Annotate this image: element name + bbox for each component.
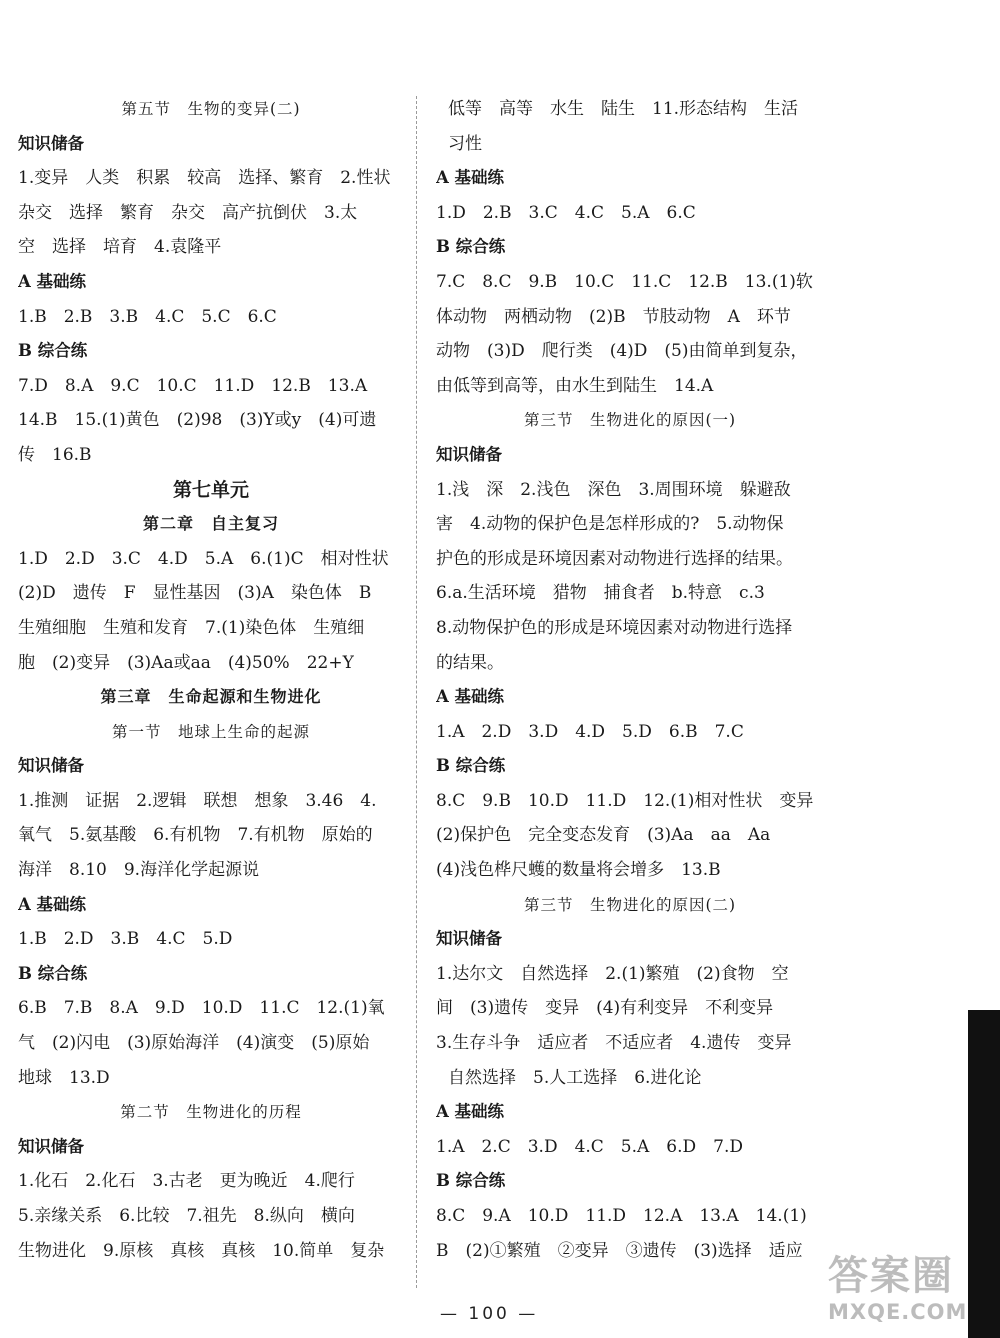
answer-line: 1.达尔文 自然选择 2.(1)繁殖 (2)食物 空 [436,963,789,984]
answer-line: 1.A 2.D 3.D 4.D 5.D 6.B 7.C [436,721,744,742]
subsection-label: 知识储备 [436,929,502,949]
answer-line: 5.亲缘关系 6.比较 7.祖先 8.纵向 横向 [18,1206,355,1226]
answer-line: 气 (2)闪电 (3)原始海洋 (4)演变 (5)原始 [18,1033,370,1054]
answer-line: (2)D 遗传 F 显性基因 (3)A 染色体 B [18,583,372,604]
answer-line: 1.浅 深 2.浅色 深色 3.周围环境 躲避敌 [436,479,791,500]
answer-line: 1.B 2.D 3.B 4.C 5.D [18,929,233,950]
section-heading: 第三节 生物进化的原因(二) [523,895,737,914]
watermark [824,1236,1000,1338]
column-divider [416,96,417,1288]
subsection-label: B 综合练 [436,756,506,776]
answer-line: 14.B 15.(1)黄色 (2)98 (3)Y或y (4)可遗 [18,410,377,431]
answer-line: 习性 [448,133,482,154]
answer-line: 的结果。 [436,652,504,673]
answer-line: 1.B 2.B 3.B 4.C 5.C 6.C [18,306,277,327]
answer-line: (2)保护色 完全变态发育 (3)Aa aa Aa [436,825,771,846]
answer-line: 体动物 两栖动物 (2)B 节肢动物 A 环节 [436,306,791,327]
answer-line: 8.动物保护色的形成是环境因素对动物进行选择 [436,617,793,638]
subsection-label: B 综合练 [436,1171,506,1191]
page-number: — 100 — [440,1304,539,1324]
answer-line: 氧气 5.氨基酸 6.有机物 7.有机物 原始的 [18,825,373,846]
subsection-label: B 综合练 [18,963,88,983]
left-column [18,92,404,1268]
answer-line: 6.B 7.B 8.A 9.D 10.D 11.C 12.(1)氧 [18,998,385,1019]
answer-line: 1.推测 证据 2.逻辑 联想 想象 3.46 4. [18,790,377,811]
answer-line: B (2)①繁殖 ②变异 ③遗传 (3)选择 适应 [436,1240,803,1261]
answer-line: 8.C 9.A 10.D 11.D 12.A 13.A 14.(1) [436,1206,807,1226]
answer-line: 1.化石 2.化石 3.古老 更为晚近 4.爬行 [18,1171,355,1192]
subsection-label: 知识储备 [18,133,84,153]
answer-line: 8.C 9.B 10.D 11.D 12.(1)相对性状 变异 [436,790,814,811]
subsection-label: A 基础练 [436,168,505,188]
chapter-heading: 第三章 生命起源和生物进化 [100,687,322,707]
subsection-label: B 综合练 [18,341,88,361]
answer-line: 生殖细胞 生殖和发育 7.(1)染色体 生殖细 [18,617,365,638]
answer-line: 间 (3)遗传 变异 (4)有利变异 不利变异 [436,998,774,1019]
subsection-label: A 基础练 [436,687,505,707]
subsection-label: 知识储备 [436,444,502,464]
section-heading: 第三节 生物进化的原因(一) [523,411,737,430]
answer-line: 1.D 2.D 3.C 4.D 5.A 6.(1)C 相对性状 [18,548,389,569]
unit-heading: 第七单元 [172,478,249,501]
watermark-url: MXQE.COM [828,1300,968,1324]
answer-line: 害 4.动物的保护色是怎样形成的? 5.动物保 [436,514,784,535]
subsection-label: B 综合练 [436,237,506,257]
answer-line: 由低等到高等，由水生到陆生 14.A [436,375,714,396]
answer-line: 6.a.生活环境 猎物 捕食者 b.特意 c.3 [436,583,765,604]
section-heading: 第一节 地球上生命的起源 [111,722,310,741]
subsection-label: 知识储备 [18,1136,84,1156]
subsection-label: A 基础练 [436,1102,505,1122]
answer-line: 传 16.B [18,444,92,465]
watermark-logo-text: 答案圈 [828,1253,954,1299]
answer-line: 自然选择 5.人工选择 6.进化论 [448,1067,702,1088]
answer-line: 空 选择 培育 4.袁隆平 [18,237,222,258]
section-heading: 第五节 生物的变异(二) [121,100,301,118]
answer-line: 生物进化 9.原核 真核 真核 10.简单 复杂 [18,1240,385,1261]
answer-line: 7.C 8.C 9.B 10.C 11.C 12.B 13.(1)软 [436,271,813,292]
answer-line: 1.变异 人类 积累 较高 选择、繁育 2.性状 [18,168,391,189]
answer-line: 1.D 2.B 3.C 4.C 5.A 6.C [436,202,696,223]
answer-line: 动物 (3)D 爬行类 (4)D (5)由简单到复杂， [436,341,808,362]
answer-line: 护色的形成是环境因素对动物进行选择的结果。 [436,548,793,569]
answer-line: 低等 高等 水生 陆生 11.形态结构 生活 [448,99,799,119]
answer-line: 海洋 8.10 9.海洋化学起源说 [18,860,260,881]
subsection-label: 知识储备 [18,756,84,776]
subsection-label: A 基础练 [18,271,87,291]
right-column [436,92,824,1268]
answer-line: 3.生存斗争 适应者 不适应者 4.遗传 变异 [436,1033,792,1054]
answer-line: (4)浅色桦尺蠖的数量将会增多 13.B [436,860,721,881]
section-heading: 第二节 生物进化的历程 [120,1103,302,1122]
answer-line: 1.A 2.C 3.D 4.C 5.A 6.D 7.D [436,1136,743,1157]
answer-line: 7.D 8.A 9.C 10.C 11.D 12.B 13.A [18,375,368,396]
subsection-label: A 基础练 [18,894,87,914]
answer-line: 地球 13.D [18,1067,110,1088]
chapter-heading: 第二章 自主复习 [142,514,279,534]
answer-line: 胞 (2)变异 (3)Aa或aa (4)50% 22+Y [18,652,354,673]
answer-line: 杂交 选择 繁育 杂交 高产抗倒伏 3.太 [18,202,358,223]
